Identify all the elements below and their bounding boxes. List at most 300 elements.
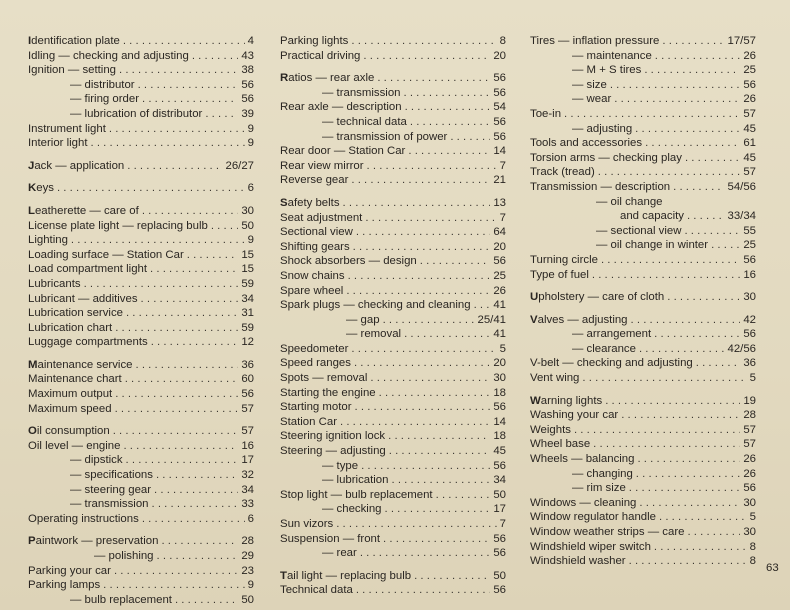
- index-entry-text: Steering ignition lock: [280, 430, 386, 443]
- index-entry-page: 28: [743, 409, 756, 422]
- index-entry: [28, 49, 254, 64]
- leader-dots: [109, 122, 245, 137]
- index-entry-text: — adjusting: [572, 122, 633, 135]
- index-entry-page: 30: [743, 291, 756, 304]
- index-entry-text: — rim size: [572, 482, 626, 495]
- index-entry-text: and capacity: [620, 210, 684, 223]
- index-entry-page: 18: [493, 386, 506, 399]
- index-entry: [530, 209, 756, 224]
- section-gap: [530, 386, 756, 394]
- index-entry: [28, 181, 254, 196]
- section-gap: [28, 350, 254, 358]
- index-entry-text: — oil change: [596, 195, 663, 208]
- index-entry: [530, 238, 756, 253]
- index-entry-page: 59: [241, 321, 254, 334]
- section-gap: [28, 526, 254, 534]
- leader-dots: [605, 394, 740, 409]
- index-entry: [530, 510, 756, 525]
- index-entry-text: — technical data: [322, 115, 407, 128]
- leader-dots: [614, 92, 740, 107]
- leader-dots: [154, 483, 238, 498]
- index-entry: [530, 481, 756, 496]
- index-entry: [280, 115, 506, 130]
- index-entry-page: 57: [743, 438, 756, 451]
- index-entry-page: 7: [499, 211, 506, 224]
- index-entry-text: Steering — adjusting: [280, 445, 386, 458]
- leader-dots: [161, 534, 238, 549]
- leader-dots: [629, 481, 741, 496]
- index-entry-text: — bulb replacement: [70, 593, 172, 606]
- index-entry-text: — firing order: [70, 93, 140, 106]
- index-entry-text: Practical driving: [280, 49, 361, 62]
- index-entry: [280, 400, 506, 415]
- index-entry-page: 56: [493, 72, 506, 85]
- index-entry-page: 8: [499, 35, 506, 47]
- index-entry: [530, 49, 756, 64]
- index-entry: [28, 387, 254, 402]
- index-entry: [28, 277, 254, 292]
- index-entry: [280, 144, 506, 159]
- index-entry-page: 34: [241, 292, 254, 305]
- leader-dots: [696, 356, 741, 371]
- index-entry-text: Lubrication chart: [28, 321, 113, 334]
- index-entry: [530, 394, 756, 409]
- index-entry-page: 60: [241, 373, 254, 386]
- index-entry-page: 17/57: [727, 35, 756, 47]
- index-entry: [28, 372, 254, 387]
- index-entry-page: 56: [493, 584, 506, 597]
- index-entry: [28, 512, 254, 527]
- index-entry-page: 17: [241, 454, 254, 467]
- leader-dots: [684, 224, 740, 239]
- index-entry-page: 21: [493, 174, 506, 187]
- index-entry: [280, 284, 506, 299]
- leader-dots: [348, 269, 491, 284]
- index-entry-page: 28: [241, 535, 254, 548]
- index-entry-text: Stop light — bulb replacement: [280, 488, 433, 501]
- index-entry-text: V-belt — checking and adjusting: [530, 357, 693, 370]
- index-entry-page: 38: [241, 64, 254, 77]
- leader-dots: [388, 429, 490, 444]
- index-entry-text: — dipstick: [70, 454, 123, 467]
- index-entry-page: 23: [241, 564, 254, 577]
- leader-dots: [645, 136, 740, 151]
- index-entry-text: — transmission: [322, 86, 401, 99]
- leader-dots: [593, 437, 740, 452]
- index-entry: [280, 71, 506, 86]
- index-entry: [28, 122, 254, 137]
- index-entry: [28, 335, 254, 350]
- index-entry-text: Maximum output: [28, 388, 113, 401]
- leader-dots: [351, 173, 490, 188]
- index-entry-text: — clearance: [572, 342, 636, 355]
- index-entry-page: 57: [743, 107, 756, 120]
- index-entry-page: 55: [743, 224, 756, 237]
- index-entry-text: Spark plugs — checking and cleaning: [280, 299, 471, 312]
- leader-dots: [367, 159, 497, 174]
- index-entry: [280, 49, 506, 64]
- index-entry-page: 9: [247, 122, 254, 135]
- leader-dots: [351, 342, 496, 357]
- leader-dots: [377, 71, 490, 86]
- leader-dots: [127, 159, 222, 174]
- index-entry-page: 41: [493, 328, 506, 341]
- index-entry-text: Technical data: [280, 584, 353, 597]
- leader-dots: [655, 49, 741, 64]
- index-entry-text: — type: [322, 459, 359, 472]
- index-entry: [28, 248, 254, 263]
- index-entry-text: — changing: [572, 467, 633, 480]
- index-entry-text: Speed ranges: [280, 357, 351, 370]
- index-entry-text: Type of fuel: [530, 268, 589, 281]
- index-entry-page: 18: [493, 430, 506, 443]
- index-entry-page: 56: [743, 78, 756, 91]
- index-entry: [280, 356, 506, 371]
- index-entry-page: 45: [743, 151, 756, 164]
- index-entry-page: 54: [493, 101, 506, 114]
- index-entry: [28, 453, 254, 468]
- leader-dots: [142, 92, 238, 107]
- index-entry-page: 56: [743, 482, 756, 495]
- index-entry: [28, 78, 254, 93]
- index-entry-page: 29: [241, 550, 254, 562]
- index-entry: [28, 136, 254, 151]
- index-entry-text: Safety belts: [280, 196, 340, 209]
- index-entry-text: — size: [572, 78, 607, 91]
- index-entry: [530, 540, 756, 555]
- leader-dots: [355, 400, 491, 415]
- section-gap: [28, 151, 254, 159]
- index-entry-text: Starting the engine: [280, 386, 376, 399]
- index-entry: [28, 564, 254, 579]
- index-entry-text: Tires — inflation pressure: [530, 35, 660, 47]
- index-entry: [530, 290, 756, 305]
- index-entry-page: 26: [743, 49, 756, 62]
- leader-dots: [157, 549, 239, 564]
- leader-dots: [405, 100, 491, 115]
- index-entry: [530, 496, 756, 511]
- index-entry-text: Ignition — setting: [28, 64, 117, 77]
- leader-dots: [142, 512, 245, 527]
- index-entry-text: Ratios — rear axle: [280, 72, 375, 85]
- index-entry-page: 5: [749, 511, 756, 524]
- index-entry-text: Windows — cleaning: [530, 496, 637, 509]
- index-entry-page: 45: [493, 445, 506, 458]
- leader-dots: [336, 517, 496, 532]
- index-entry-page: 8: [749, 540, 756, 553]
- index-entry-page: 9: [247, 579, 254, 592]
- index-entry-page: 56: [493, 86, 506, 99]
- index-entry: [28, 321, 254, 336]
- index-entry: [280, 569, 506, 584]
- leader-dots: [151, 335, 239, 350]
- index-entry-text: Operating instructions: [28, 512, 139, 525]
- leader-dots: [141, 292, 239, 307]
- index-entry: [280, 240, 506, 255]
- leader-dots: [135, 358, 238, 373]
- index-entry-text: Oil consumption: [28, 425, 110, 438]
- index-entry: [530, 268, 756, 283]
- index-entry-page: 26: [743, 467, 756, 480]
- leader-dots: [379, 386, 491, 401]
- index-entry: [280, 225, 506, 240]
- index-entry: [530, 371, 756, 386]
- index-entry-text: Wheels — balancing: [530, 453, 635, 466]
- index-entry-text: — steering gear: [70, 483, 152, 496]
- index-entry-page: 56: [493, 401, 506, 414]
- leader-dots: [150, 262, 238, 277]
- index-entry: [530, 452, 756, 467]
- index-entry: [28, 534, 254, 549]
- index-column-1: [28, 34, 254, 607]
- index-entry-page: 57: [743, 423, 756, 436]
- index-entry: [530, 63, 756, 78]
- index-entry-page: 42: [743, 313, 756, 326]
- index-entry-page: 34: [241, 483, 254, 496]
- index-entry-text: Tail light — replacing bulb: [280, 569, 412, 582]
- leader-dots: [383, 532, 490, 547]
- index-entry-text: Station Car: [280, 415, 337, 428]
- index-entry-text: Sun vizors: [280, 518, 334, 530]
- index-entry-page: 30: [743, 526, 756, 538]
- index-entry: [280, 429, 506, 444]
- index-entry-text: Sectional view: [280, 226, 353, 239]
- index-entry: [280, 327, 506, 342]
- leader-dots: [659, 510, 747, 525]
- index-entry-text: Weights: [530, 423, 571, 436]
- index-entry-text: Maximum speed: [28, 402, 112, 415]
- leader-dots: [71, 233, 245, 248]
- index-entry: [530, 525, 756, 540]
- index-entry-page: 15: [241, 263, 254, 276]
- index-entry-text: Rear view mirror: [280, 159, 364, 172]
- leader-dots: [125, 372, 239, 387]
- index-entry: [280, 34, 506, 49]
- index-entry: [530, 342, 756, 357]
- index-entry-page: 57: [241, 425, 254, 438]
- index-entry: [28, 468, 254, 483]
- index-entry-page: 42/56: [727, 342, 756, 355]
- leader-dots: [687, 209, 725, 224]
- index-entry-text: Reverse gear: [280, 174, 349, 187]
- index-entry: [530, 467, 756, 482]
- index-entry: [280, 583, 506, 598]
- index-entry-text: Windshield wiper switch: [530, 540, 651, 553]
- index-entry-page: 5: [499, 342, 506, 355]
- index-entry-page: 30: [493, 372, 506, 385]
- index-entry-text: Valves — adjusting: [530, 313, 628, 326]
- index-entry-page: 32: [241, 469, 254, 482]
- index-entry-text: Parking your car: [28, 564, 111, 577]
- index-entry: [28, 402, 254, 417]
- leader-dots: [592, 268, 740, 283]
- leader-dots: [654, 327, 740, 342]
- index-entry-page: 25: [743, 64, 756, 77]
- leader-dots: [192, 49, 238, 64]
- leader-dots: [205, 107, 238, 122]
- leader-dots: [187, 248, 239, 263]
- index-entry-page: 56: [493, 532, 506, 545]
- index-entry: [28, 424, 254, 439]
- leader-dots: [103, 578, 244, 593]
- index-entry-page: 54/56: [727, 180, 756, 193]
- index-entry-text: Upholstery — care of cloth: [530, 291, 665, 304]
- leader-dots: [582, 371, 746, 386]
- index-entry-page: 26/27: [225, 159, 254, 172]
- index-entry-page: 39: [241, 107, 254, 120]
- index-entry-page: 50: [493, 569, 506, 582]
- index-entry: [530, 356, 756, 371]
- index-entry-text: Parking lamps: [28, 579, 101, 592]
- index-entry-text: Speedometer: [280, 342, 349, 355]
- index-entry-page: 56: [743, 253, 756, 266]
- leader-dots: [346, 284, 490, 299]
- index-entry-page: 9: [247, 234, 254, 247]
- leader-dots: [629, 554, 747, 569]
- index-entry: [280, 546, 506, 561]
- index-entry: [530, 122, 756, 137]
- index-entry-text: Leatherette — care of: [28, 204, 139, 217]
- leader-dots: [420, 254, 491, 269]
- leader-dots: [175, 593, 238, 608]
- index-entry-text: Seat adjustment: [280, 211, 363, 224]
- index-entry: [28, 219, 254, 234]
- index-entry-page: 59: [241, 277, 254, 290]
- leader-dots: [370, 371, 490, 386]
- index-entry-page: 43: [241, 49, 254, 62]
- leader-dots: [385, 502, 491, 517]
- leader-dots: [639, 496, 740, 511]
- leader-dots: [351, 34, 496, 49]
- leader-dots: [57, 181, 245, 196]
- leader-dots: [637, 452, 740, 467]
- index-entry: [28, 204, 254, 219]
- index-entry-page: 50: [493, 488, 506, 501]
- index-entry-text: Wheel base: [530, 438, 591, 451]
- index-entry-text: Interior light: [28, 137, 88, 150]
- index-entry-page: 30: [241, 204, 254, 217]
- index-entry-text: Oil level — engine: [28, 439, 121, 452]
- leader-dots: [711, 238, 740, 253]
- index-entry: [280, 298, 506, 313]
- index-entry-text: Warning lights: [530, 394, 603, 407]
- index-entry-text: Lighting: [28, 234, 68, 247]
- index-entry-text: — oil change in winter: [596, 239, 709, 252]
- index-entry-text: Rear door — Station Car: [280, 145, 406, 158]
- leader-dots: [450, 130, 490, 145]
- index-entry: [530, 327, 756, 342]
- index-entry: [280, 444, 506, 459]
- index-entry-page: 6: [247, 182, 254, 195]
- leader-dots: [404, 86, 491, 101]
- index-entry-page: 25/41: [477, 313, 506, 326]
- index-entry: [530, 107, 756, 122]
- index-entry-page: 9: [247, 137, 254, 150]
- index-entry-page: 31: [241, 307, 254, 320]
- section-gap: [28, 196, 254, 204]
- index-entry: [28, 358, 254, 373]
- leader-dots: [115, 321, 238, 336]
- index-entry-page: 56: [241, 388, 254, 401]
- index-entry-text: Tools and accessories: [530, 137, 643, 150]
- leader-dots: [353, 240, 491, 255]
- index-entry-text: Instrument light: [28, 122, 106, 135]
- index-entry: [280, 502, 506, 517]
- index-entry: [280, 517, 506, 532]
- leader-dots: [564, 107, 740, 122]
- index-entry-text: License plate light — replacing bulb: [28, 219, 208, 232]
- index-entry-text: Transmission — description: [530, 180, 671, 193]
- index-entry: [28, 63, 254, 78]
- leader-dots: [610, 78, 741, 93]
- index-entry: [280, 100, 506, 115]
- index-entry: [280, 173, 506, 188]
- index-entry-text: — lubrication of distributor: [70, 107, 203, 120]
- index-entry: [28, 107, 254, 122]
- index-entry-text: Spare wheel: [280, 284, 344, 297]
- index-entry-text: — transmission of power: [322, 130, 448, 143]
- index-entry: [28, 292, 254, 307]
- index-entry: [280, 459, 506, 474]
- index-entry: [28, 262, 254, 277]
- leader-dots: [84, 277, 239, 292]
- leader-dots: [361, 459, 490, 474]
- index-entry: [530, 165, 756, 180]
- index-entry-text: Jack — application: [28, 159, 125, 172]
- index-entry-text: — removal: [346, 328, 402, 341]
- index-entry-page: 64: [493, 226, 506, 239]
- index-entry-text: — sectional view: [596, 224, 682, 237]
- index-entry-text: Maintenance service: [28, 358, 133, 371]
- index-entry: [280, 415, 506, 430]
- index-entry: [280, 196, 506, 211]
- index-entry-text: Paintwork — preservation: [28, 535, 159, 548]
- leader-dots: [363, 49, 490, 64]
- index-entry-text: Starting motor: [280, 401, 352, 414]
- index-entry-text: — gap: [346, 313, 380, 326]
- index-entry: [530, 313, 756, 328]
- leader-dots: [654, 540, 747, 555]
- index-entry: [28, 439, 254, 454]
- leader-dots: [685, 151, 740, 166]
- section-gap: [28, 416, 254, 424]
- index-entry-page: 17: [493, 503, 506, 516]
- index-entry-page: 14: [493, 145, 506, 158]
- index-entry-text: — checking: [322, 503, 382, 516]
- leader-dots: [621, 408, 740, 423]
- index-entry-page: 25: [493, 269, 506, 282]
- index-entry-text: Washing your car: [530, 409, 619, 422]
- index-entry-page: 41: [493, 299, 506, 312]
- index-entry-page: 20: [493, 240, 506, 253]
- index-entry-text: Vent wing: [530, 372, 580, 385]
- section-gap: [280, 561, 506, 569]
- leader-dots: [113, 424, 239, 439]
- index-entry-text: Lubricant — additives: [28, 292, 138, 305]
- leader-dots: [354, 356, 490, 371]
- index-entry: [530, 78, 756, 93]
- index-entry-text: Shifting gears: [280, 240, 350, 253]
- index-entry-page: 36: [743, 357, 756, 370]
- leader-dots: [119, 63, 238, 78]
- index-entry-text: Luggage compartments: [28, 336, 148, 349]
- page-number: 63: [766, 562, 779, 574]
- leader-dots: [389, 444, 491, 459]
- leader-dots: [356, 583, 491, 598]
- index-entry: [530, 224, 756, 239]
- index-entry-page: 61: [743, 137, 756, 150]
- index-entry: [280, 473, 506, 488]
